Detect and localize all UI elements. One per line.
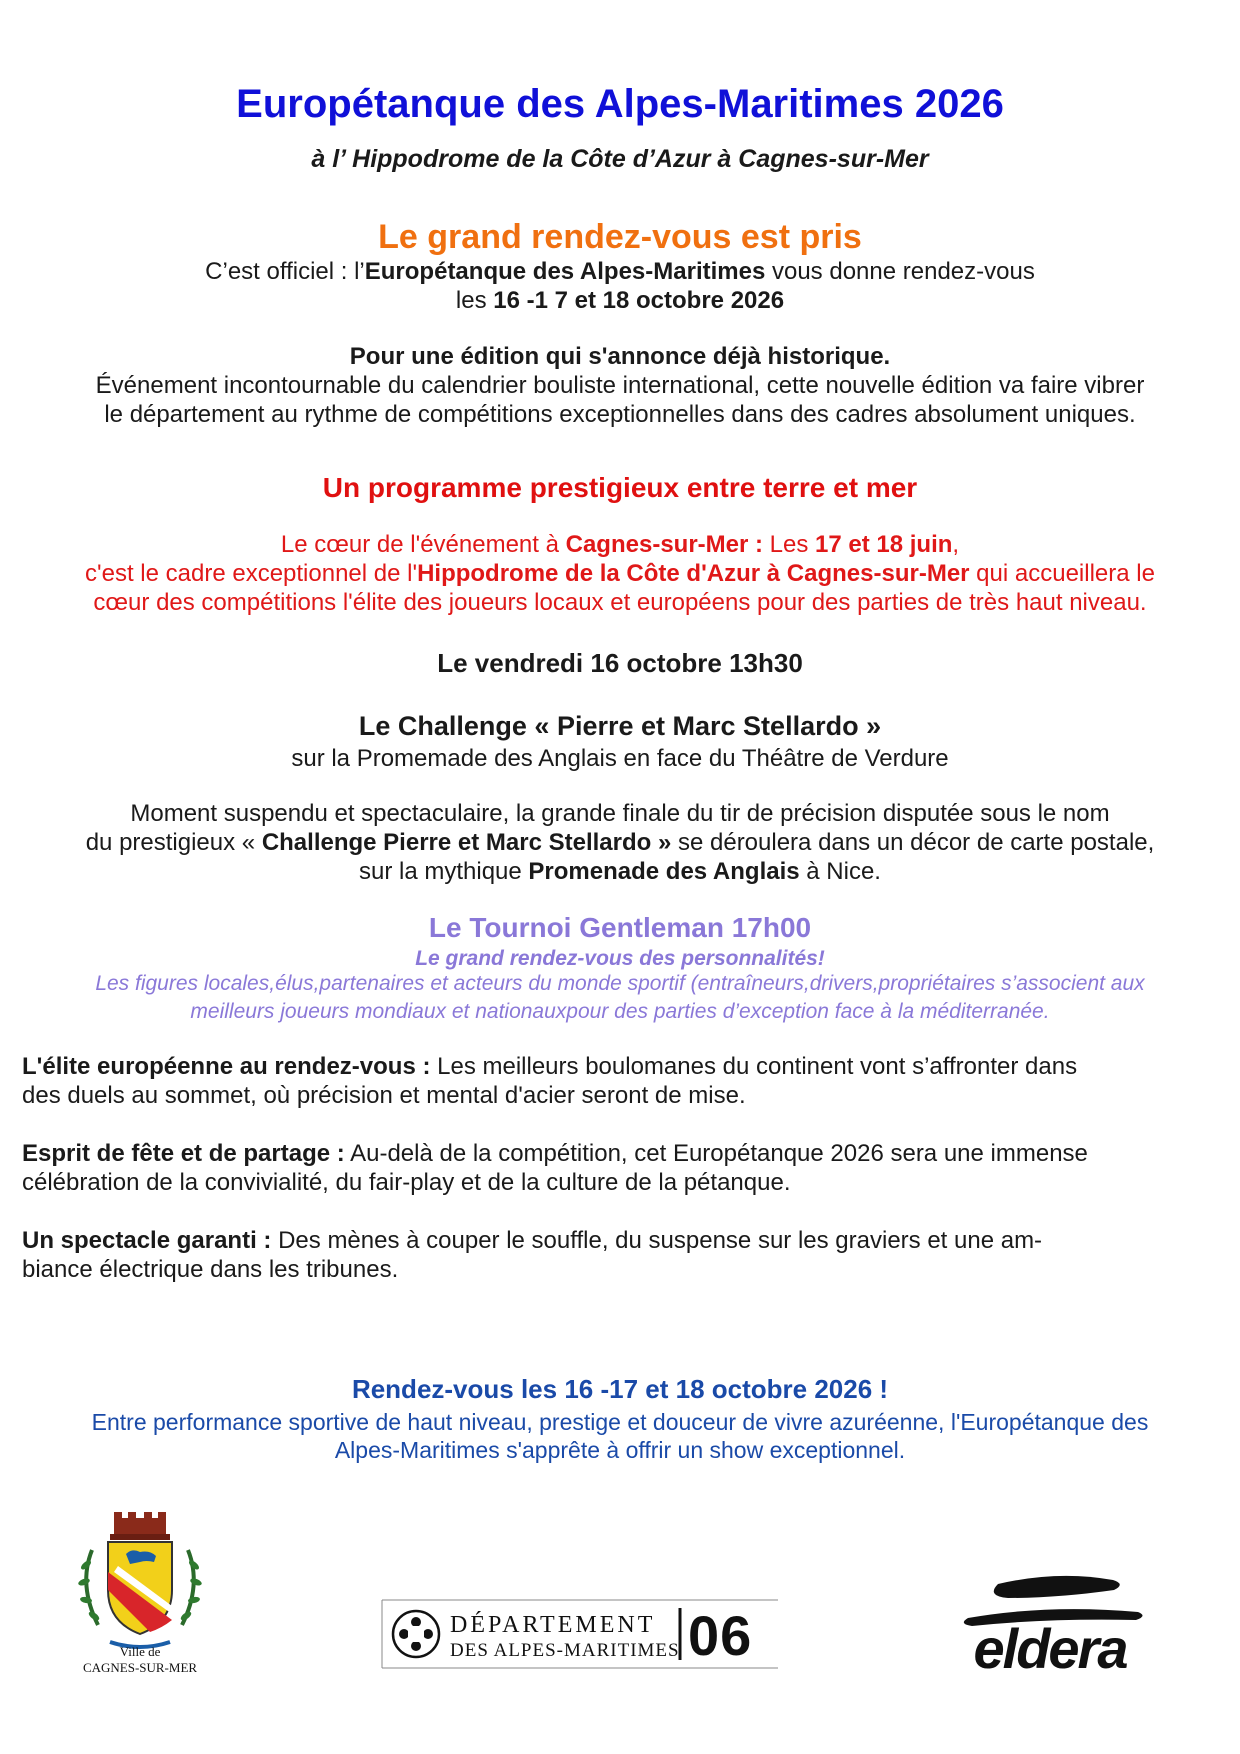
svg-text:eldera: eldera (973, 1617, 1127, 1678)
gentleman-heading: Le Tournoi Gentleman 17h00 (428, 912, 812, 943)
friday-heading: Le vendredi 16 octobre 13h30 (437, 648, 803, 678)
challenge-location: sur la Promemade des Anglais en face du Théâtre de Verdure (291, 745, 949, 772)
historic-heading: Pour une édition qui s'annonce déjà historique. (349, 343, 891, 370)
eldera-logo (938, 1568, 1168, 1678)
historic-section: Pour une édition qui s'annonce déjà historique. Événement incontournable du calendrier bouliste international, cette nouvelle édition va faire vibrer le département au rythme de compétitions exceptionnelles dans des cadres absolument uniques. (95, 343, 1145, 428)
cagnes-caption-line1: Ville de (119, 1644, 161, 1659)
spectacle-paragraph: Un spectacle garanti : Des mènes à couper le souffle, du suspense sur les graviers et une am- biance électrique dans les tribunes. (22, 1227, 1043, 1283)
gentleman-paragraph: Les figures locales,élus,partenaires et acteurs du monde sportif (entraîneurs,drivers,propriétaires s’associent aux meilleurs joueurs mondiaux et nationauxpour des parties d’exception face à la méditerranée. (95, 972, 1145, 1023)
challenge-paragraph: Moment suspendu et spectaculaire, la grande finale du tir de précision disputée sous le nom du prestigieux « Challenge Pierre et Marc Stellardo » se déroulera dans un décor de carte postale, sur la mythique Promenade des Anglais à Nice. (85, 800, 1155, 885)
intro-paragraph: C’est officiel : l’Europétanque des Alpes-Maritimes vous donne rendez-vous les 16 -1 7 et 18 octobre 2026 (205, 258, 1035, 314)
alpes-maritimes-label: DES ALPES-MARITIMES (450, 1640, 680, 1661)
departement-number: 06 (688, 1604, 753, 1667)
page-subtitle: à l’ Hippodrome de la Côte d’Azur à Cagnes-sur-Mer (311, 145, 929, 173)
cagnes-caption-line2: CAGNES-SUR-MER (82, 1660, 198, 1675)
intro-heading: Le grand rendez-vous est pris (378, 218, 862, 256)
closing-paragraph: Entre performance sportive de haut niveau, prestige et douceur de vivre azuréenne, l'Europétanque des Alpes-Maritimes s'apprête à offrir un show exceptionnel. (91, 1409, 1149, 1463)
closing-heading: Rendez-vous les 16 -17 et 18 octobre 2026 ! (351, 1374, 889, 1404)
page-title: Europétanque des Alpes-Maritimes 2026 (236, 82, 1004, 126)
challenge-heading: Le Challenge « Pierre et Marc Stellardo » (358, 711, 882, 741)
departement-label: DÉPARTEMENT (450, 1612, 656, 1638)
elite-paragraph: L'élite européenne au rendez-vous : Les meilleurs boulomanes du continent vont s’affronter dans des duels au sommet, où précision et mental d'acier seront de mise. (22, 1053, 1078, 1109)
programme-heading: Un programme prestigieux entre terre et mer (322, 472, 918, 503)
gentleman-subheading: Le grand rendez-vous des personnalités! (415, 947, 825, 970)
fete-paragraph: Esprit de fête et de partage : Au-delà de la compétition, cet Europétanque 2026 sera une immense célébration de la convivialité, du fair-play et de la culture de la pétanque. (22, 1140, 1088, 1196)
programme-paragraph: Le cœur de l'événement à Cagnes-sur-Mer : Les 17 et 18 juin, c'est le cadre exceptionnel de l'Hippodrome de la Côte d'Azur à Cagnes-sur-Mer qui accueillera le cœur des compétitions l'élite des joueurs locaux et européens pour des parties de très haut niveau. (85, 531, 1155, 616)
